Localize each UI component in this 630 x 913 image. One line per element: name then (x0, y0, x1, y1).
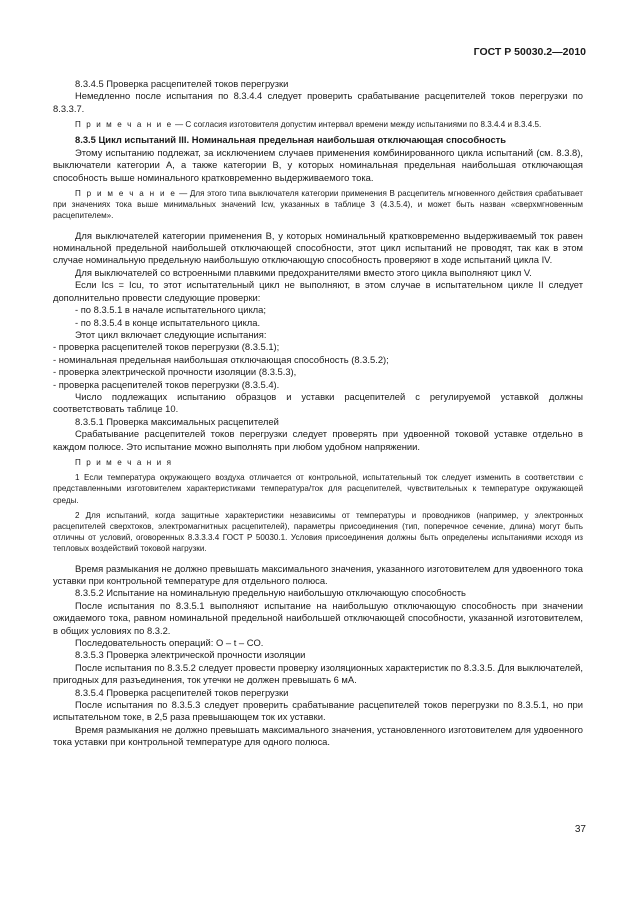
section-title: 8.3.5.2 Испытание на номинальную предельную наибольшую отключающую способность (75, 587, 466, 599)
paragraph: Немедленно после испытания по 8.3.4.4 следует проверить срабатывание расцепителей токов перегрузки по 8.3.3.7. (53, 90, 583, 114)
notes-label: П р и м е ч а н и я (75, 457, 173, 467)
paragraph: Если Ics = Icu, то этот испытательный цикл не выполняют, в этом случае в испытательном цикле II следует дополнительно провести следующие проверки: (53, 279, 583, 303)
list-item: - по 8.3.5.4 в конце испытательного цикла. (75, 316, 261, 328)
paragraph: Этот цикл включает следующие испытания: (75, 328, 267, 340)
paragraph: Этому испытанию подлежат, за исключением случаев применения комбинированного цикла испытаний (см. 8.3.8), выключатели категории А, а также категории В, у которых номинальная предельная наибольшая отключающая способность выше номинального кратковременно выдерживаемого тока. (53, 146, 583, 183)
page-number: 37 (574, 824, 586, 835)
note-text: — С согласия изготовителя допустим интервал времени между испытаниями по 8.3.4.4 и 8.3.4.5. (172, 120, 542, 130)
note: 2 Для испытаний, когда защитные характеристики независимы от температуры и проводников (например, у электронных расцепителей сверхтоков, электромагнитных расцепителей), параметры присоединения (тип, поперечное сечение, длина) могут быть отличны от условий, оговоренных 8.3.3.3.4 ГОСТ Р 50030.1. Условия присоединения должны быть определены испытаниями исходя из тепловых воздействий токовой нагрузки. (53, 510, 583, 554)
paragraph: После испытания по 8.3.5.3 следует проверить срабатывание расцепителей токов перегрузки по 8.3.5.1, но при испытательном токе, в 2,5 раза превышающем ток их уставки. (53, 699, 583, 723)
paragraph: Время размыкания не должно превышать максимального значения, установленного изготовителем для удвоенного тока уставки при контрольной температуре для одного полюса. (53, 723, 583, 748)
paragraph: Время размыкания не должно превышать максимального значения, указанного изготовителем для удвоенного тока уставки при контрольной температуре для отдельного полюса. (53, 562, 583, 586)
paragraph: После испытания по 8.3.5.1 выполняют испытание на наибольшую отключающую способность при значении ожидаемого тока, равном номинальной предельной наибольшей отключающей способности, указанной изготовителем, в общих условиях по 8.3.2. (53, 599, 583, 636)
section-title: 8.3.5.4 Проверка расцепителей токов перегрузки (75, 686, 289, 698)
section-heading: 8.3.5 Цикл испытаний III. Номинальная предельная наибольшая отключающая способность (75, 134, 507, 146)
paragraph: Число подлежащих испытанию образцов и уставки расцепителей с регулируемой уставкой должны соответствовать таблице 10. (53, 390, 583, 415)
note-text: — Для этого типа выключателя категории применения В расцепитель мгновенного действия срабатывает при значениях тока выше минимальных значений Icw, указанных в таблице 3 (4.3.5.4), и может быть назван «сверхмгновенным расцепителем». (53, 189, 583, 221)
list-item: - по 8.3.5.1 в начале испытательного цикла; (75, 304, 266, 316)
paragraph: После испытания по 8.3.5.2 следует провести проверку изоляционных характеристик по 8.3.3.5. Для выключателей, пригодных для разъединения, ток утечки не должен превышать 6 мА. (53, 661, 583, 686)
list-item: - номинальная предельная наибольшая отключающая способность (8.3.5.2); (53, 353, 389, 365)
paragraph: Для выключателей категории применения В, у которых номинальный кратковременно выдерживаемый ток равен номинальной предельной наибольшей отключающей способности, этот цикл испытаний не проводят, так как в этом случае номинальную предельную наибольшую отключающую способность проверяют в ходе испытаний цикла IV. (53, 229, 583, 266)
paragraph: Для выключателей со встроенными плавкими предохранителями вместо этого цикла выполняют цикл V. (75, 266, 532, 278)
document-id: ГОСТ Р 50030.2—2010 (473, 46, 586, 58)
section-title: 8.3.5.3 Проверка электрической прочности изоляции (75, 649, 306, 661)
note-label: П р и м е ч а н и е (75, 189, 177, 199)
document-body (53, 78, 583, 749)
note (53, 119, 583, 130)
paragraph: Срабатывание расцепителей токов перегрузки следует проверять при удвоенной токовой уставке отдельно в каждом полюсе. Это испытание можно выполнять при любом удобном напряжении. (53, 428, 583, 452)
list-item: - проверка расцепителей токов перегрузки (8.3.5.1); (53, 341, 280, 353)
list-item: - проверка электрической прочности изоляции (8.3.5.3), (53, 366, 297, 378)
note (53, 188, 583, 222)
list-item: - проверка расцепителей токов перегрузки (8.3.5.4). (53, 378, 280, 390)
section-title: 8.3.4.5 Проверка расцепителей токов перегрузки (75, 78, 289, 89)
note: 1 Если температура окружающего воздуха отличается от контрольной, испытательный ток следует изменить в соответствии с представленными изготовителем характеристиками температура/ток для расцепителей, чувствительных к температуре окружающей среды. (53, 473, 583, 505)
section-title: 8.3.5.1 Проверка максимальных расцепителей (75, 415, 279, 427)
note-label: П р и м е ч а н и е (75, 120, 173, 130)
operation-sequence: Последовательность операций: O – t – CO. (75, 637, 264, 649)
